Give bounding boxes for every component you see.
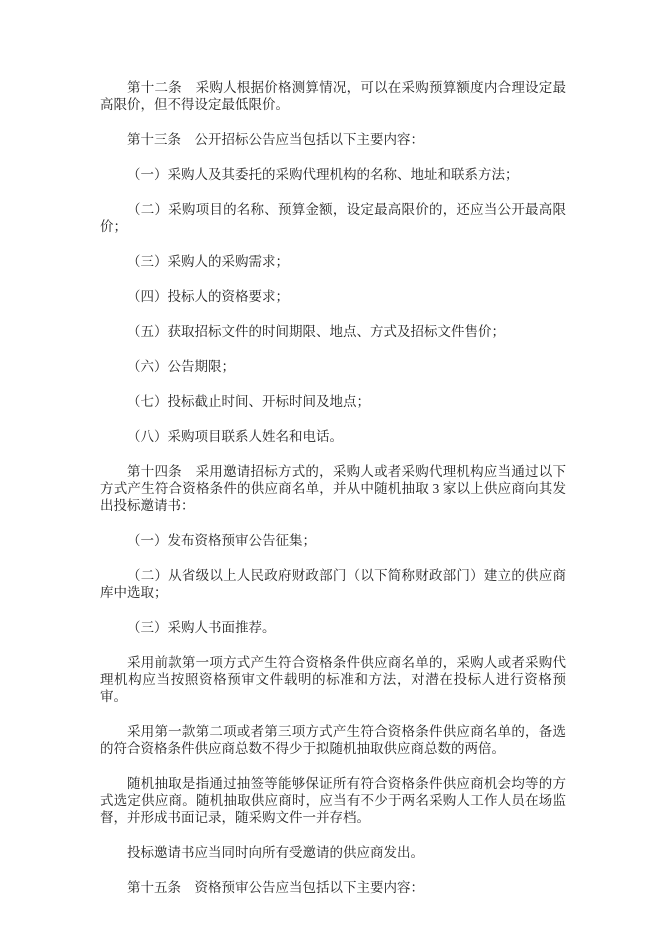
list-item: （八）采购项目联系人姓名和电话。 <box>127 429 343 444</box>
list-item: （一）采购人及其委托的采购代理机构的名称、地址和联系方法； <box>127 167 519 182</box>
article-12: 第十二条 采购人根据价格测算情况，可以在采购预算额度内合理设定最高限价，但不得设定最低限价。 <box>100 80 566 112</box>
paragraph: 随机抽取是指通过抽签等能够保证所有符合资格条件供应商机会均等的方式选定供应商。随机抽取供应商时，应当有不少于两名采购人工作人员在场监督，并形成书面记录，随采购文件一并存档。 <box>100 776 566 825</box>
article-13: 第十三条 公开招标公告应当包括以下主要内容： <box>127 132 424 147</box>
list-item: （一）发布资格预审公告征集； <box>127 533 316 548</box>
article-15: 第十五条 资格预审公告应当包括以下主要内容： <box>127 880 424 895</box>
list-item: （六）公告期限； <box>127 359 235 374</box>
list-item: （二）采购项目的名称、预算金额，设定最高限价的，还应当公开最高限价； <box>100 202 566 234</box>
list-item: （五）获取招标文件的时间期限、地点、方式及招标文件售价； <box>127 324 505 339</box>
paragraph: 投标邀请书应当同时向所有受邀请的供应商发出。 <box>127 845 424 860</box>
paragraph: 采用第一款第二项或者第三项方式产生符合资格条件供应商名单的，备选的符合资格条件供应商总数不得少于拟随机抽取供应商总数的两倍。 <box>100 724 566 756</box>
list-item: （七）投标截止时间、开标时间及地点； <box>127 394 370 409</box>
list-item: （四）投标人的资格要求； <box>127 289 289 304</box>
list-item: （三）采购人的采购需求； <box>127 254 289 269</box>
article-14: 第十四条 采用邀请招标方式的，采购人或者采购代理机构应当通过以下方式产生符合资格条件的供应商名单，并从中随机抽取 3 家以上供应商向其发出投标邀请书： <box>100 464 566 513</box>
list-item: （三）采购人书面推荐。 <box>127 620 276 635</box>
paragraph: 采用前款第一项方式产生符合资格条件供应商名单的，采购人或者采购代理机构应当按照资格预审文件载明的标准和方法，对潜在投标人进行资格预审。 <box>100 655 566 704</box>
document-page <box>100 79 566 914</box>
list-item: （二）从省级以上人民政府财政部门（以下简称财政部门）建立的供应商库中选取； <box>100 568 566 600</box>
